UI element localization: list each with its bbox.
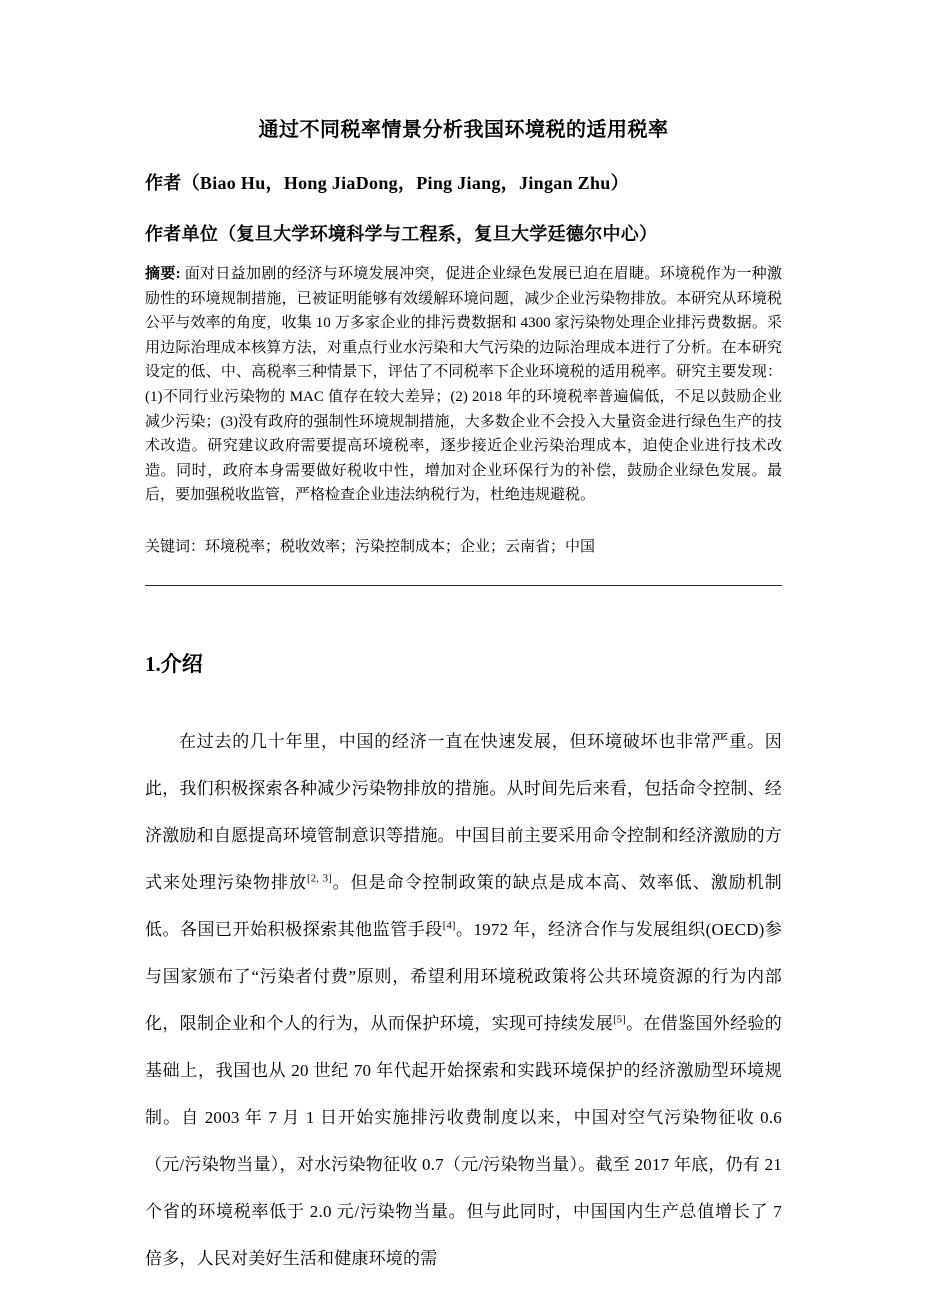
authors-line: 作者（Biao Hu，Hong JiaDong，Ping Jiang，Jingan Zhu） xyxy=(145,173,629,193)
introduction-paragraph: 在过去的几十年里，中国的经济一直在快速发展，但环境破坏也非常严重。因此，我们积极探索各种减少污染物排放的措施。从时间先后来看，包括命令控制、经济激励和自愿提高环境管制意识等措施。中国目前主要采用命令控制和经济激励的方式来处理污染物排放[2, 3]。但是命令控制政策的缺点是成本高、效率低、激励机制低。各国已开始积极探索其他监管手段[4]。1972 年，经济合作与发展组织(OECD)参与国家颁布了“污染者付费”原则，希望利用环境税政策将公共环境资源的行为内部化，限制企业和个人的行为，从而保护环境，实现可持续发展[5]。在借鉴国外经验的基础上，我国也从 20 世纪 70 年代起开始探索和实践环境保护的经济激励型环境规制。自 2003 年 7 月 1 日开始实施排污收费制度以来，中国对空气污染物征收 0.6（元/污染物当量），对水污染物征收 0.7（元/污染物当量）。截至 2017 年底，仍有 21 个省的环境税率低于 2.0 元/污染物当量。但与此同时，中国国内生产总值增长了 7 倍多，人民对美好生活和健康环境的需 xyxy=(145,731,782,1268)
keywords-line: 关键词：环境税率；税收效率；污染控制成本；企业；云南省；中国 xyxy=(145,538,596,555)
section-heading-introduction: 1.介绍 xyxy=(145,651,203,676)
abstract-label: 摘要: xyxy=(145,266,185,282)
page-title: 通过不同税率情景分析我国环境税的适用税率 xyxy=(258,119,669,141)
abstract xyxy=(145,262,782,508)
abstract-text: 面对日益加剧的经济与环境发展冲突，促进企业绿色发展已迫在眉睫。环境税作为一种激励性的环境规制措施，已被证明能够有效缓解环境问题，减少企业污染物排放。本研究从环境税公平与效率的角度，收集 10 万多家企业的排污费数据和 4300 家污染物处理企业排污费数据。采用边际治理成本核算方法，对重点行业水污染和大气污染的边际治理成本进行了分析。在本研究设定的低、中、高税率三种情景下，评估了不同税率下企业环境税的适用税率。研究主要发现：(1)不同行业污染物的 MAC 值存在较大差异；(2) 2018 年的环境税率普遍偏低，不足以鼓励企业减少污染；(3)没有政府的强制性环境规制措施，大多数企业不会投入大量资金进行绿色生产的技术改造。研究建议政府需要提高环境税率，逐步接近企业污染治理成本，迫使企业进行技术改造。同时，政府本身需要做好税收中性，增加对企业环保行为的补偿，鼓励企业绿色发展。最后，要加强税收监管，严格检查企业违法纳税行为，杜绝违规避税。 xyxy=(145,266,782,504)
section-divider xyxy=(145,585,782,586)
affiliation-line: 作者单位（复旦大学环境科学与工程系，复旦大学廷德尔中心） xyxy=(145,224,658,244)
